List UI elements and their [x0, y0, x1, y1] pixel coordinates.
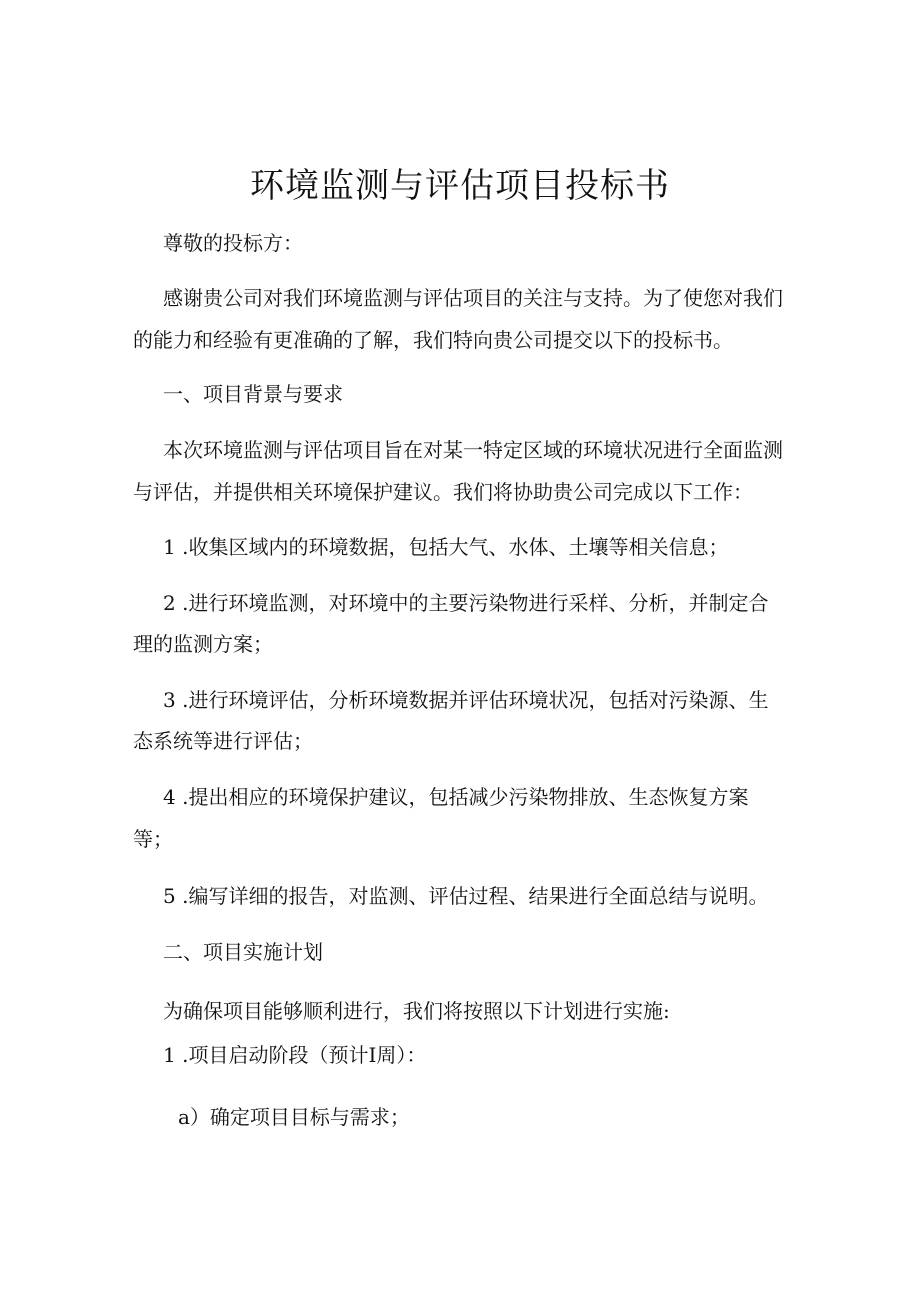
list-item-3: 3 .进行环境评估，分析环境数据并评估环境状况，包括对污染源、生	[163, 688, 769, 712]
section1-para-line-2: 与评估，并提供相关环境保护建议。我们将协助贵公司完成以下工作：	[133, 480, 753, 504]
salutation: 尊敬的投标方：	[163, 231, 303, 255]
list-item-3-continued: 态系统等进行评估；	[133, 729, 313, 753]
intro-line-1: 感谢贵公司对我们环境监测与评估项目的关注与支持。为了使您对我们	[163, 286, 783, 310]
phase1-heading: 1 .项目启动阶段（预计I周）：	[163, 1043, 427, 1067]
list-item-5: 5 .编写详细的报告，对监测、评估过程、结果进行全面总结与说明。	[163, 884, 769, 908]
section1-heading: 一、项目背景与要求	[163, 382, 343, 406]
list-item-1: 1 .收集区域内的环境数据，包括大气、水体、土壤等相关信息；	[163, 535, 729, 559]
phase1-item-a: a）确定项目目标与需求；	[178, 1105, 410, 1129]
list-item-4: 4 .提出相应的环境保护建议，包括减少污染物排放、生态恢复方案	[163, 785, 749, 809]
intro-line-2: 的能力和经验有更准确的了解，我们特向贵公司提交以下的投标书。	[133, 328, 733, 352]
document-title: 环境监测与评估项目投标书	[250, 166, 670, 206]
section2-intro: 为确保项目能够顺利进行，我们将按照以下计划进行实施:	[163, 999, 670, 1023]
list-item-4-continued: 等；	[133, 827, 173, 851]
list-item-2-continued: 理的监测方案；	[133, 632, 273, 656]
section1-para-line-1: 本次环境监测与评估项目旨在对某一特定区域的环境状况进行全面监测	[163, 438, 783, 462]
list-item-2: 2 .进行环境监测，对环境中的主要污染物进行采样、分析，并制定合	[163, 591, 769, 615]
section2-heading: 二、项目实施计划	[163, 940, 323, 964]
